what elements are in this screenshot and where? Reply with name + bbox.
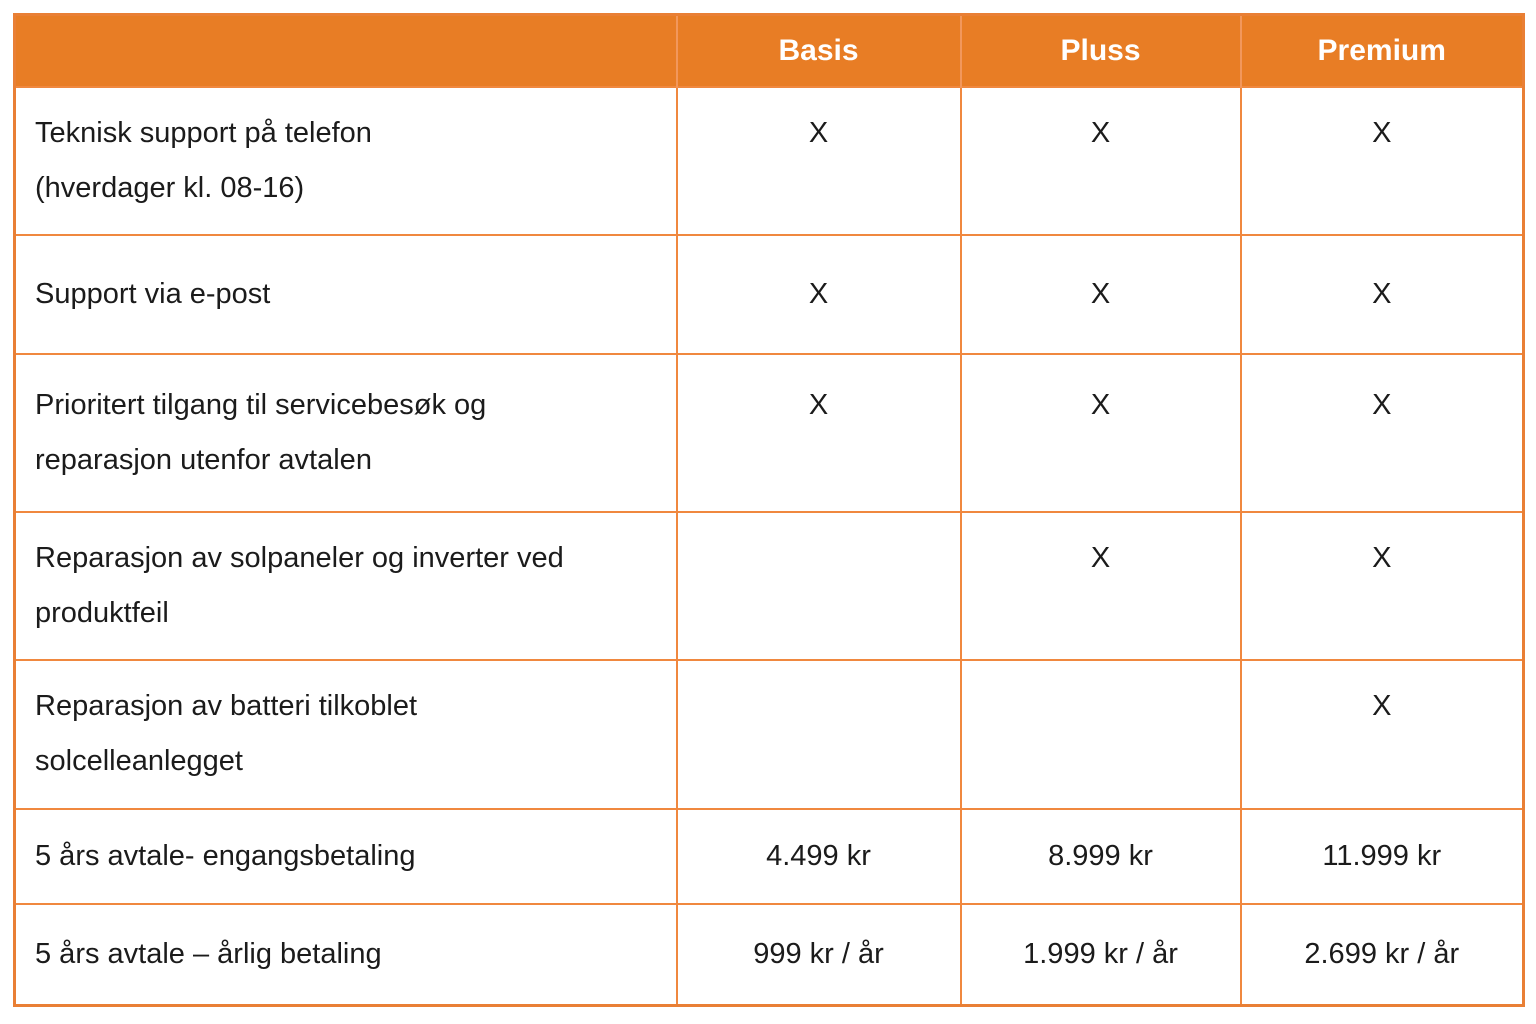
value-cell-premium: 11.999 kr: [1241, 809, 1524, 904]
value-cell-premium: X: [1241, 354, 1524, 512]
feature-cell: Teknisk support på telefon (hverdager kl. 08-16): [15, 87, 677, 235]
value-cell-basis: X: [677, 354, 961, 512]
pricing-table: [13, 13, 1525, 1007]
feature-cell: Prioritert tilgang til servicebesøk og reparasjon utenfor avtalen: [15, 354, 677, 512]
header-row: [15, 15, 1524, 87]
column-header-feature: [15, 15, 677, 87]
value-cell-premium: X: [1241, 87, 1524, 235]
value-cell-pluss: 8.999 kr: [961, 809, 1241, 904]
table-body: [15, 87, 1524, 1006]
value-cell-basis: X: [677, 87, 961, 235]
table-row: [15, 660, 1524, 809]
feature-cell: Reparasjon av batteri tilkoblet solcelleanlegget: [15, 660, 677, 809]
table-row: [15, 904, 1524, 1006]
table-row: [15, 87, 1524, 235]
table-header: [15, 15, 1524, 87]
feature-cell: Support via e-post: [15, 235, 677, 354]
value-cell-premium: X: [1241, 235, 1524, 354]
value-cell-pluss: 1.999 kr / år: [961, 904, 1241, 1006]
value-cell-premium: 2.699 kr / år: [1241, 904, 1524, 1006]
column-header-basis: Basis: [677, 15, 961, 87]
value-cell-premium: X: [1241, 512, 1524, 660]
feature-cell: Reparasjon av solpaneler og inverter ved produktfeil: [15, 512, 677, 660]
value-cell-pluss: X: [961, 512, 1241, 660]
table-row: [15, 354, 1524, 512]
feature-cell: 5 års avtale – årlig betaling: [15, 904, 677, 1006]
value-cell-pluss: [961, 660, 1241, 809]
value-cell-basis: [677, 660, 961, 809]
column-header-pluss: Pluss: [961, 15, 1241, 87]
table-row: [15, 809, 1524, 904]
value-cell-premium: X: [1241, 660, 1524, 809]
value-cell-basis: X: [677, 235, 961, 354]
value-cell-pluss: X: [961, 87, 1241, 235]
table-row: [15, 512, 1524, 660]
value-cell-basis: 999 kr / år: [677, 904, 961, 1006]
column-header-premium: Premium: [1241, 15, 1524, 87]
table-row: [15, 235, 1524, 354]
value-cell-basis: 4.499 kr: [677, 809, 961, 904]
value-cell-pluss: X: [961, 235, 1241, 354]
value-cell-pluss: X: [961, 354, 1241, 512]
value-cell-basis: [677, 512, 961, 660]
feature-cell: 5 års avtale- engangsbetaling: [15, 809, 677, 904]
